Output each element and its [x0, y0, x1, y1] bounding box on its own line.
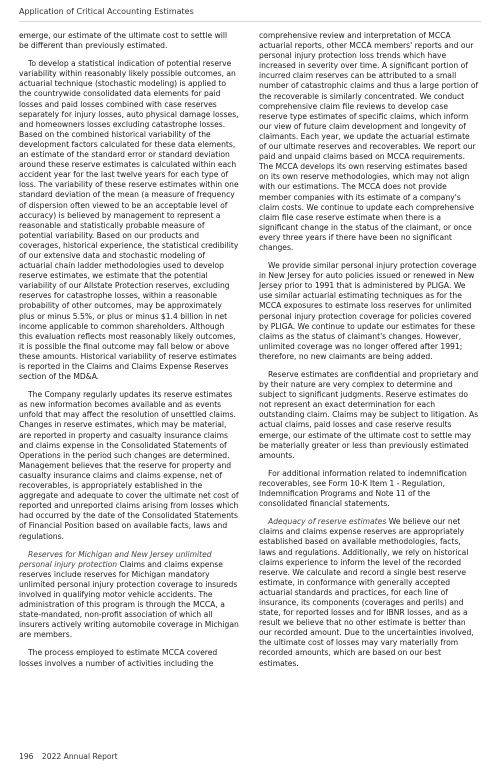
paragraph: emerge, our estimate of the ultimate cost to settle will be different than previously estimated. — [19, 31, 228, 51]
header-divider — [19, 21, 481, 22]
section-subheading: Adequacy of reserve estimates — [268, 517, 387, 527]
page-number: 196 — [19, 752, 34, 761]
report-name: 2022 Annual Report — [41, 752, 118, 761]
paragraph: The Company regularly updates its reserve estimates as new information becomes available and as events unfold that may affect the resolution of unsettled claims. Changes in reserve estimates, which may be material, are reported in property and casualty insurance claims and claims expense in the Consolidated Statements of Operations in the period such changes are determined. Management believes that the reserve for property and casualty insurance claims and claims expense, net of recoverables, is appropriately established in the aggregate and adequate to cover the ultimate net cost of reported and unreported claims arising from losses which had occurred by the date of the Consolidated Statements of Financial Position based on available facts, laws and regulations. — [19, 390, 239, 541]
paragraph: To develop a statistical indication of potential reserve variability within reasonably likely possible outcomes, an actuarial technique (stochastic modeling) is applied to the countrywide consolidated data elements for paid losses and paid losses combined with case reserves separately for injury losses, auto physical damage losses, and homeowners losses excluding catastrophe losses. Based on the combined historical variability of the development factors calculated for these data elements, an estimate of the standard error or standard deviation around these reserve estimates is calculated within each accident year for the last twelve years for each type of loss. The variability of these reserve estimates within one standard deviation of the mean (a measure of frequency of dispersion often viewed to be an acceptable level of accuracy) is believed by management to represent a reasonable and statistically probable measure of potential variability. Based on our products and coverages, historical experience, the statistical credibility of our extensive data and stochastic modeling of actuarial chain ladder methodologies used to develop reserve estimates, we estimate that the potential variability of our Allstate Protection reserves, excluding reserves for catastrophe losses, within a reasonable probability of other outcomes, may be approximately plus or minus 5.5%, or plus or minus $1.4 billion in net income applicable to common shareholders. Although this evaluation reflects most reasonably likely outcomes, it is possible the final outcome may fall below or above these amounts. Historical variability of reserve estimates is reported in the Claims and Claims Expense Reserves section of the MD&A. — [19, 59, 239, 382]
paragraph-body: Claims and claims expense reserves include reserves for Michigan mandatory unlimited personal injury protection coverage to insureds involved in qualifying motor vehicle accidents. The administration of this program is through the MCCA, a state-mandated, non-profit association of which all insurers actively writing automobile coverage in Michigan are members. — [19, 559, 239, 640]
paragraph: comprehensive review and interpretation of MCCA actuarial reports, other MCCA members' reports and our personal injury protection loss trends which have increased in severity over time. A significant portion of incurred claim reserves can be attributed to a small number of catastrophic claims and thus a large portion of the recoverable is similarly concentrated. We conduct comprehensive claim file reviews to develop case reserve type estimates of specific claims, which inform our view of future claim development and longevity of claimants. Each year, we update the actuarial estimate of our ultimate reserves and recoverables. We report our paid and unpaid claims based on MCCA requirements. The MCCA develops its own reserving estimates based on its own reserve methodologies, which may not align with our estimations. The MCCA does not provide member companies with its estimate of a company's claim costs. We continue to update each comprehensive claim file case reserve estimate when there is a significant change in the status of the claimant, or once every three years if there have been no significant changes. — [259, 31, 479, 252]
paragraph: The process employed to estimate MCCA covered losses involves a number of activities including the — [19, 648, 218, 668]
paragraph — [259, 517, 479, 668]
paragraph: We provide similar personal injury protection coverage in New Jersey for auto policies issued or renewed in New Jersey prior to 1991 that is administered by PLIGA. We use similar actuarial estimating techniques as for the MCCA exposures to estimate loss reserves for unlimited personal injury protection coverage for policies covered by PLIGA. We continue to update our estimates for these claims as the status of claimant's changes. However, unlimited coverage was no longer offered after 1991; therefore, no new claimants are being added. — [259, 261, 477, 361]
section-subheading: Reserves for Michigan and New Jersey unlimited personal injury protection — [19, 549, 212, 569]
right-column — [259, 31, 479, 677]
page-header-title: Application of Critical Accounting Estimates — [19, 7, 194, 16]
paragraph: Reserve estimates are confidential and proprietary and by their nature are very complex to determine and subject to significant judgments. Reserve estimates do not represent an exact determination for each outstanding claim. Claims may be subject to litigation. As actual claims, paid losses and case reserve results emerge, our estimate of the ultimate cost to settle may be materially greater or less than previously estimated amounts. — [259, 370, 479, 460]
left-column — [19, 31, 239, 677]
page-footer — [19, 752, 124, 761]
paragraph — [19, 550, 239, 641]
paragraph: For additional information related to indemnification recoverables, see Form 10-K Item 1 - Regulation, Indemnification Programs and Note 11 of the consolidated financial statements. — [259, 468, 467, 509]
paragraph-body: We believe our net claims and claims expense reserves are appropriately established based on available methodologies, facts, laws and regulations. Additionally, we rely on historical claims experience to inform the level of the recorded reserve. We calculate and record a single best reserve estimate, in conformance with generally accepted actuarial standards and practices, for each line of insurance, its components (coverages and perils) and state, for reported losses and for IBNR losses, and as a result we believe that no other estimate is better than our recorded amount. Due to the uncertainties involved, the ultimate cost of losses may vary materially from recorded amounts, which are based on our best estimates. — [259, 517, 474, 668]
